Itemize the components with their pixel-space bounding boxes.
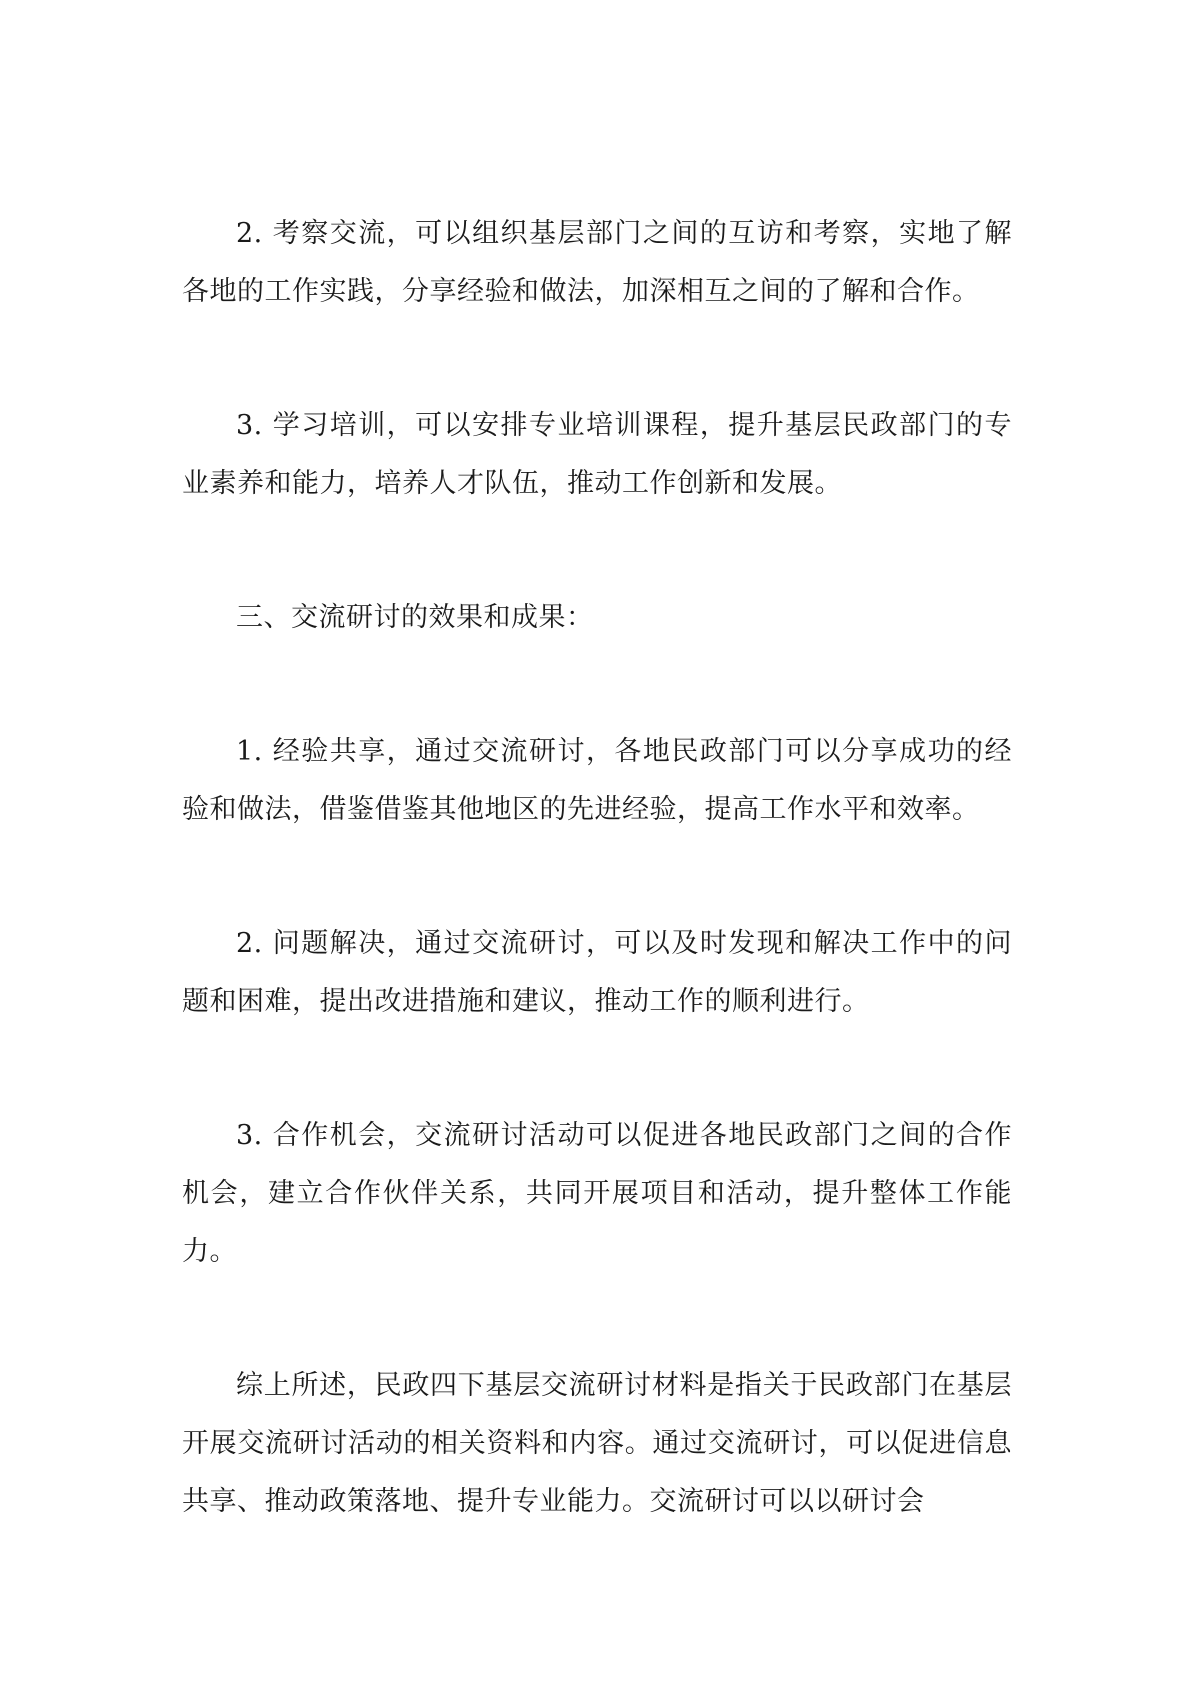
- paragraph-inspection-exchange: 2. 考察交流，可以组织基层部门之间的互访和考察，实地了解各地的工作实践，分享经验和做法，加深相互之间的了解和合作。: [182, 218, 1012, 307]
- paragraph-training: 3. 学习培训，可以安排专业培训课程，提升基层民政部门的专业素养和能力，培养人才队伍，推动工作创新和发展。: [182, 410, 1012, 499]
- paragraph-problem-solving: 2. 问题解决，通过交流研讨，可以及时发现和解决工作中的问题和困难，提出改进措施和建议，推动工作的顺利进行。: [182, 928, 1012, 1017]
- paragraph-summary: 综上所述，民政四下基层交流研讨材料是指关于民政部门在基层开展交流研讨活动的相关资料和内容。通过交流研讨，可以促进信息共享、推动政策落地、提升专业能力。交流研讨可以以研讨会: [182, 1370, 1012, 1517]
- paragraph-cooperation: 3. 合作机会，交流研讨活动可以促进各地民政部门之间的合作机会，建立合作伙伴关系，共同开展项目和活动，提升整体工作能力。: [182, 1120, 1012, 1267]
- section-heading-effects: 三、交流研讨的效果和成果：: [236, 602, 594, 633]
- paragraph-experience-sharing: 1. 经验共享，通过交流研讨，各地民政部门可以分享成功的经验和做法，借鉴借鉴其他地区的先进经验，提高工作水平和效率。: [182, 736, 1012, 825]
- document-body: [182, 205, 1012, 1607]
